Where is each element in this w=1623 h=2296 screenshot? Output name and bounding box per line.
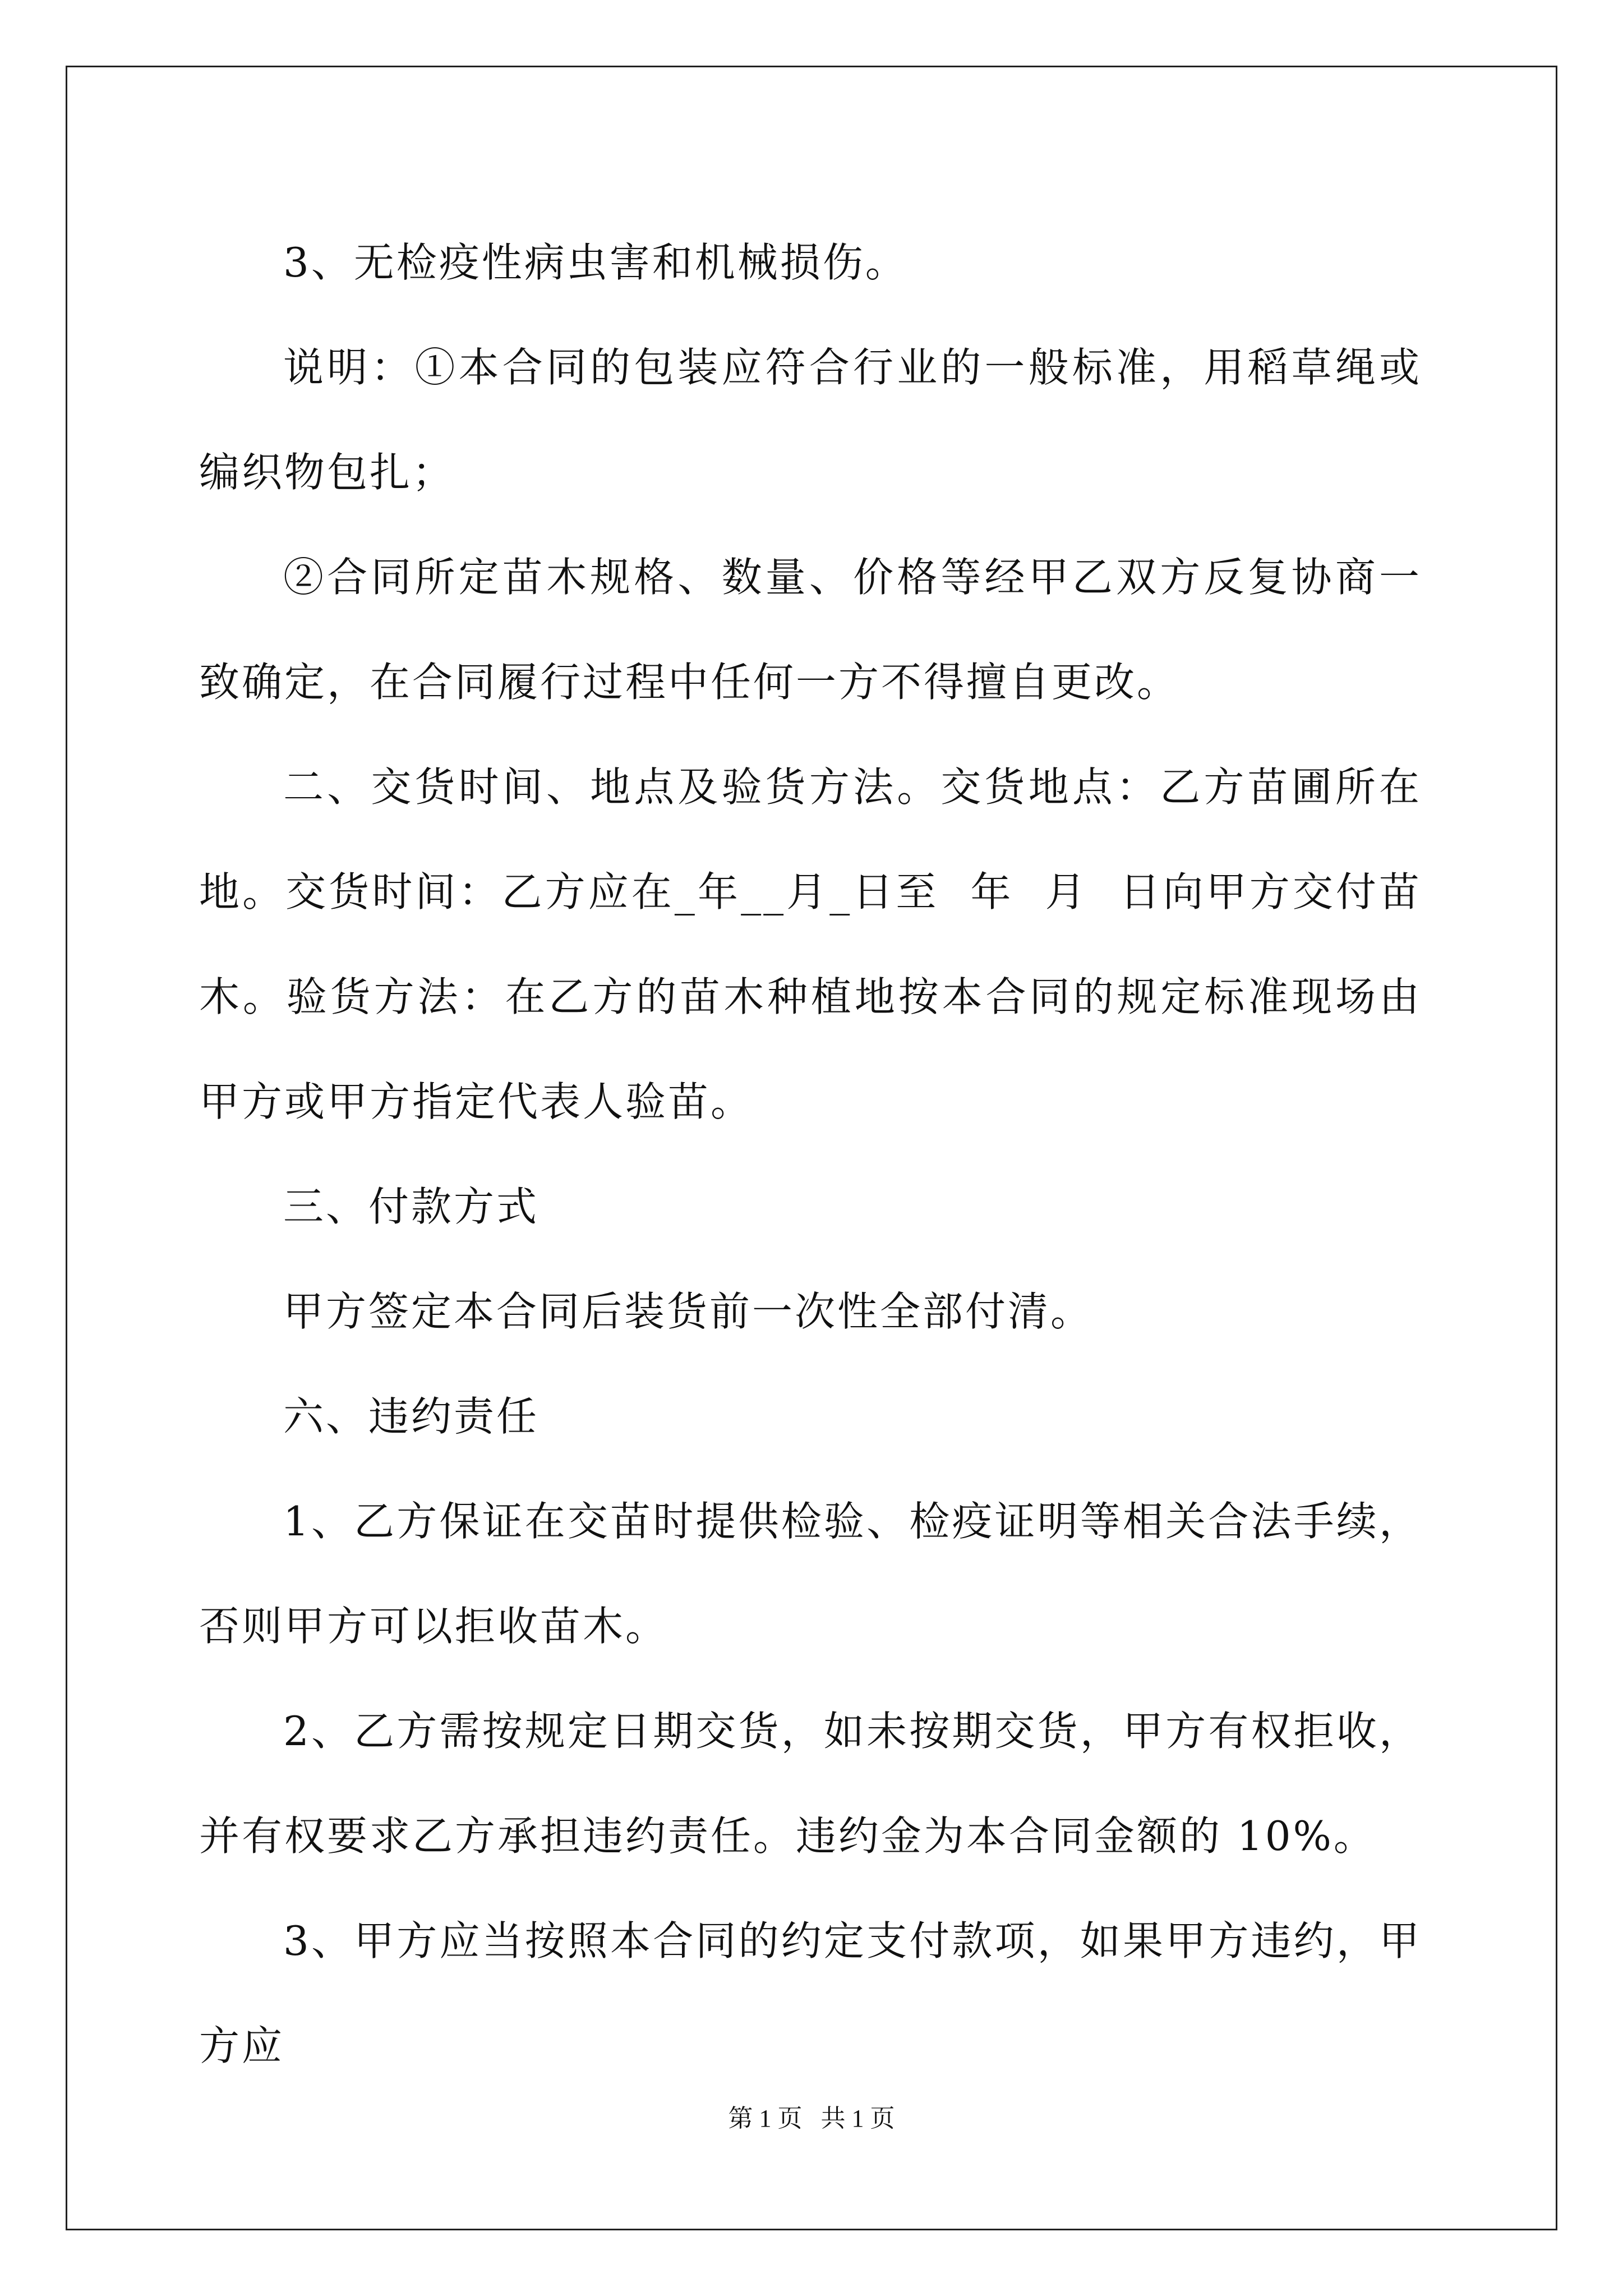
paragraph-7: 六、违约责任 <box>283 1393 540 1440</box>
paragraph-1: 3、无检疫性病虫害和机械损伤。 <box>283 239 908 286</box>
paragraph-6: 甲方签定本合同后装货前一次性全部付清。 <box>283 1288 1094 1335</box>
paragraph-9: 2、乙方需按规定日期交货，如未按期交货，甲方有权拒收，并有权要求乙方承担违约责任。违约金为本合同金额的 10%。 <box>199 1708 1422 1860</box>
paragraph-3: ②合同所定苗木规格、数量、价格等经甲乙双方反复协商一致确定，在合同履行过程中任何一方不得擅自更改。 <box>199 554 1422 706</box>
paragraph-10: 3、甲方应当按照本合同的约定支付款项，如果甲方违约，甲方应 <box>199 1917 1422 2069</box>
paragraph-2: 说明：①本合同的包装应符合行业的一般标准，用稻草绳或编织物包扎； <box>199 344 1422 496</box>
paragraph-5: 三、付款方式 <box>283 1183 540 1230</box>
paragraph-4: 二、交货时间、地点及验货方法。交货地点：乙方苗圃所在地。交货时间：乙方应在_年__月_日至 年 月 日向甲方交付苗木。验货方法：在乙方的苗木种植地按本合同的规定标准现场由甲方或甲方指定代表人验苗。 <box>199 763 1422 1125</box>
page-footer: 第 1 页 共 1 页 <box>728 2105 895 2132</box>
document-body <box>199 210 1422 2099</box>
paragraph-8: 1、乙方保证在交苗时提供检验、检疫证明等相关合法手续，否则甲方可以拒收苗木。 <box>199 1498 1422 1650</box>
